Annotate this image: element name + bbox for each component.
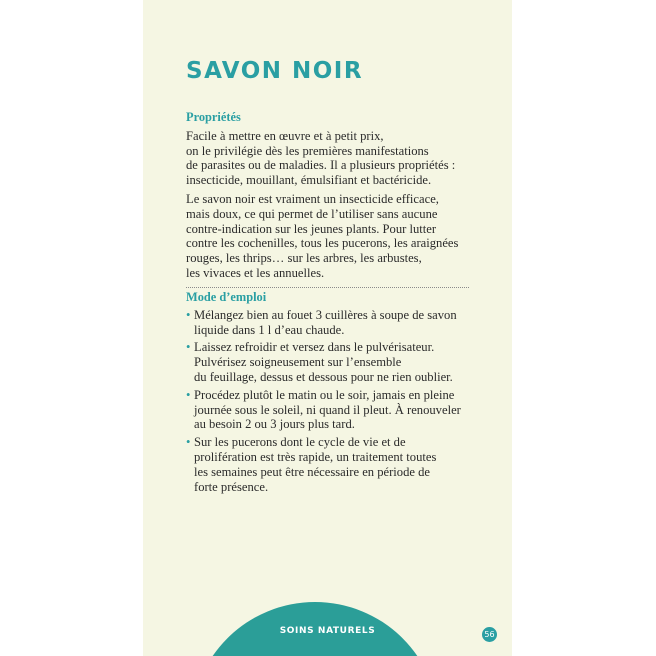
text-line: prolifération est très rapide, un traitement toutes (194, 449, 437, 464)
text-line: les semaines peut être nécessaire en période de (194, 464, 431, 479)
text-line: Mélangez bien au fouet 3 cuillères à soupe de savon (194, 307, 457, 322)
text-line: les vivaces et les annuelles. (186, 265, 325, 280)
text-line: forte présence. (194, 479, 269, 494)
usage-list-item (186, 340, 486, 384)
text-line: on le privilégie dès les premières manifestations (186, 143, 429, 158)
text-line: de parasites ou de maladies. Il a plusieurs propriétés : (186, 158, 456, 173)
text-line: rouges, les thrips… sur les arbres, les arbustes, (186, 251, 422, 266)
properties-heading: Propriétés (186, 110, 241, 124)
usage-list (186, 308, 486, 495)
page-title: SAVON NOIR (186, 58, 364, 84)
book-page (143, 0, 512, 656)
section-label: SOINS NATURELS (279, 626, 376, 636)
usage-section (186, 290, 486, 494)
text-line: mais doux, ce qui permet de l’utiliser sans aucune (186, 206, 438, 221)
usage-list-item (186, 435, 486, 494)
bullet-icon: • (186, 435, 191, 450)
properties-section (186, 110, 486, 281)
text-line: Facile à mettre en œuvre et à petit prix, (186, 128, 384, 143)
text-line: du feuillage, dessus et dessous pour ne rien oublier. (194, 369, 453, 384)
bullet-icon: • (186, 307, 191, 322)
bullet-icon: • (186, 340, 191, 355)
text-line: insecticide, mouillant, émulsifiant et bactéricide. (186, 173, 432, 188)
usage-list-item (186, 388, 486, 432)
text-line: contre les cochenilles, tous les pucerons, les araignées (186, 236, 459, 251)
text-line: liquide dans 1 l d’eau chaude. (194, 322, 345, 337)
page-number: 56 (482, 627, 497, 642)
text-line: Laissez refroidir et versez dans le pulvérisateur. (194, 340, 435, 355)
bullet-icon: • (186, 387, 191, 402)
text-line: Le savon noir est vraiment un insecticide efficace, (186, 191, 439, 206)
text-line: au besoin 2 ou 3 jours plus tard. (194, 417, 355, 432)
text-line: contre-indication sur les jeunes plants. Pour lutter (186, 221, 437, 236)
text-line: Sur les pucerons dont le cycle de vie et de (194, 435, 406, 450)
properties-paragraph-1 (186, 129, 486, 188)
text-line: journée sous le soleil, ni quand il pleut. À renouveler (194, 402, 461, 417)
text-line: Procédez plutôt le matin ou le soir, jamais en pleine (194, 387, 455, 402)
section-divider (186, 287, 469, 288)
text-line: Pulvérisez soigneusement sur l’ensemble (194, 355, 402, 370)
properties-paragraph-2 (186, 192, 486, 281)
usage-list-item (186, 308, 486, 338)
usage-heading: Mode d’emploi (186, 290, 267, 304)
